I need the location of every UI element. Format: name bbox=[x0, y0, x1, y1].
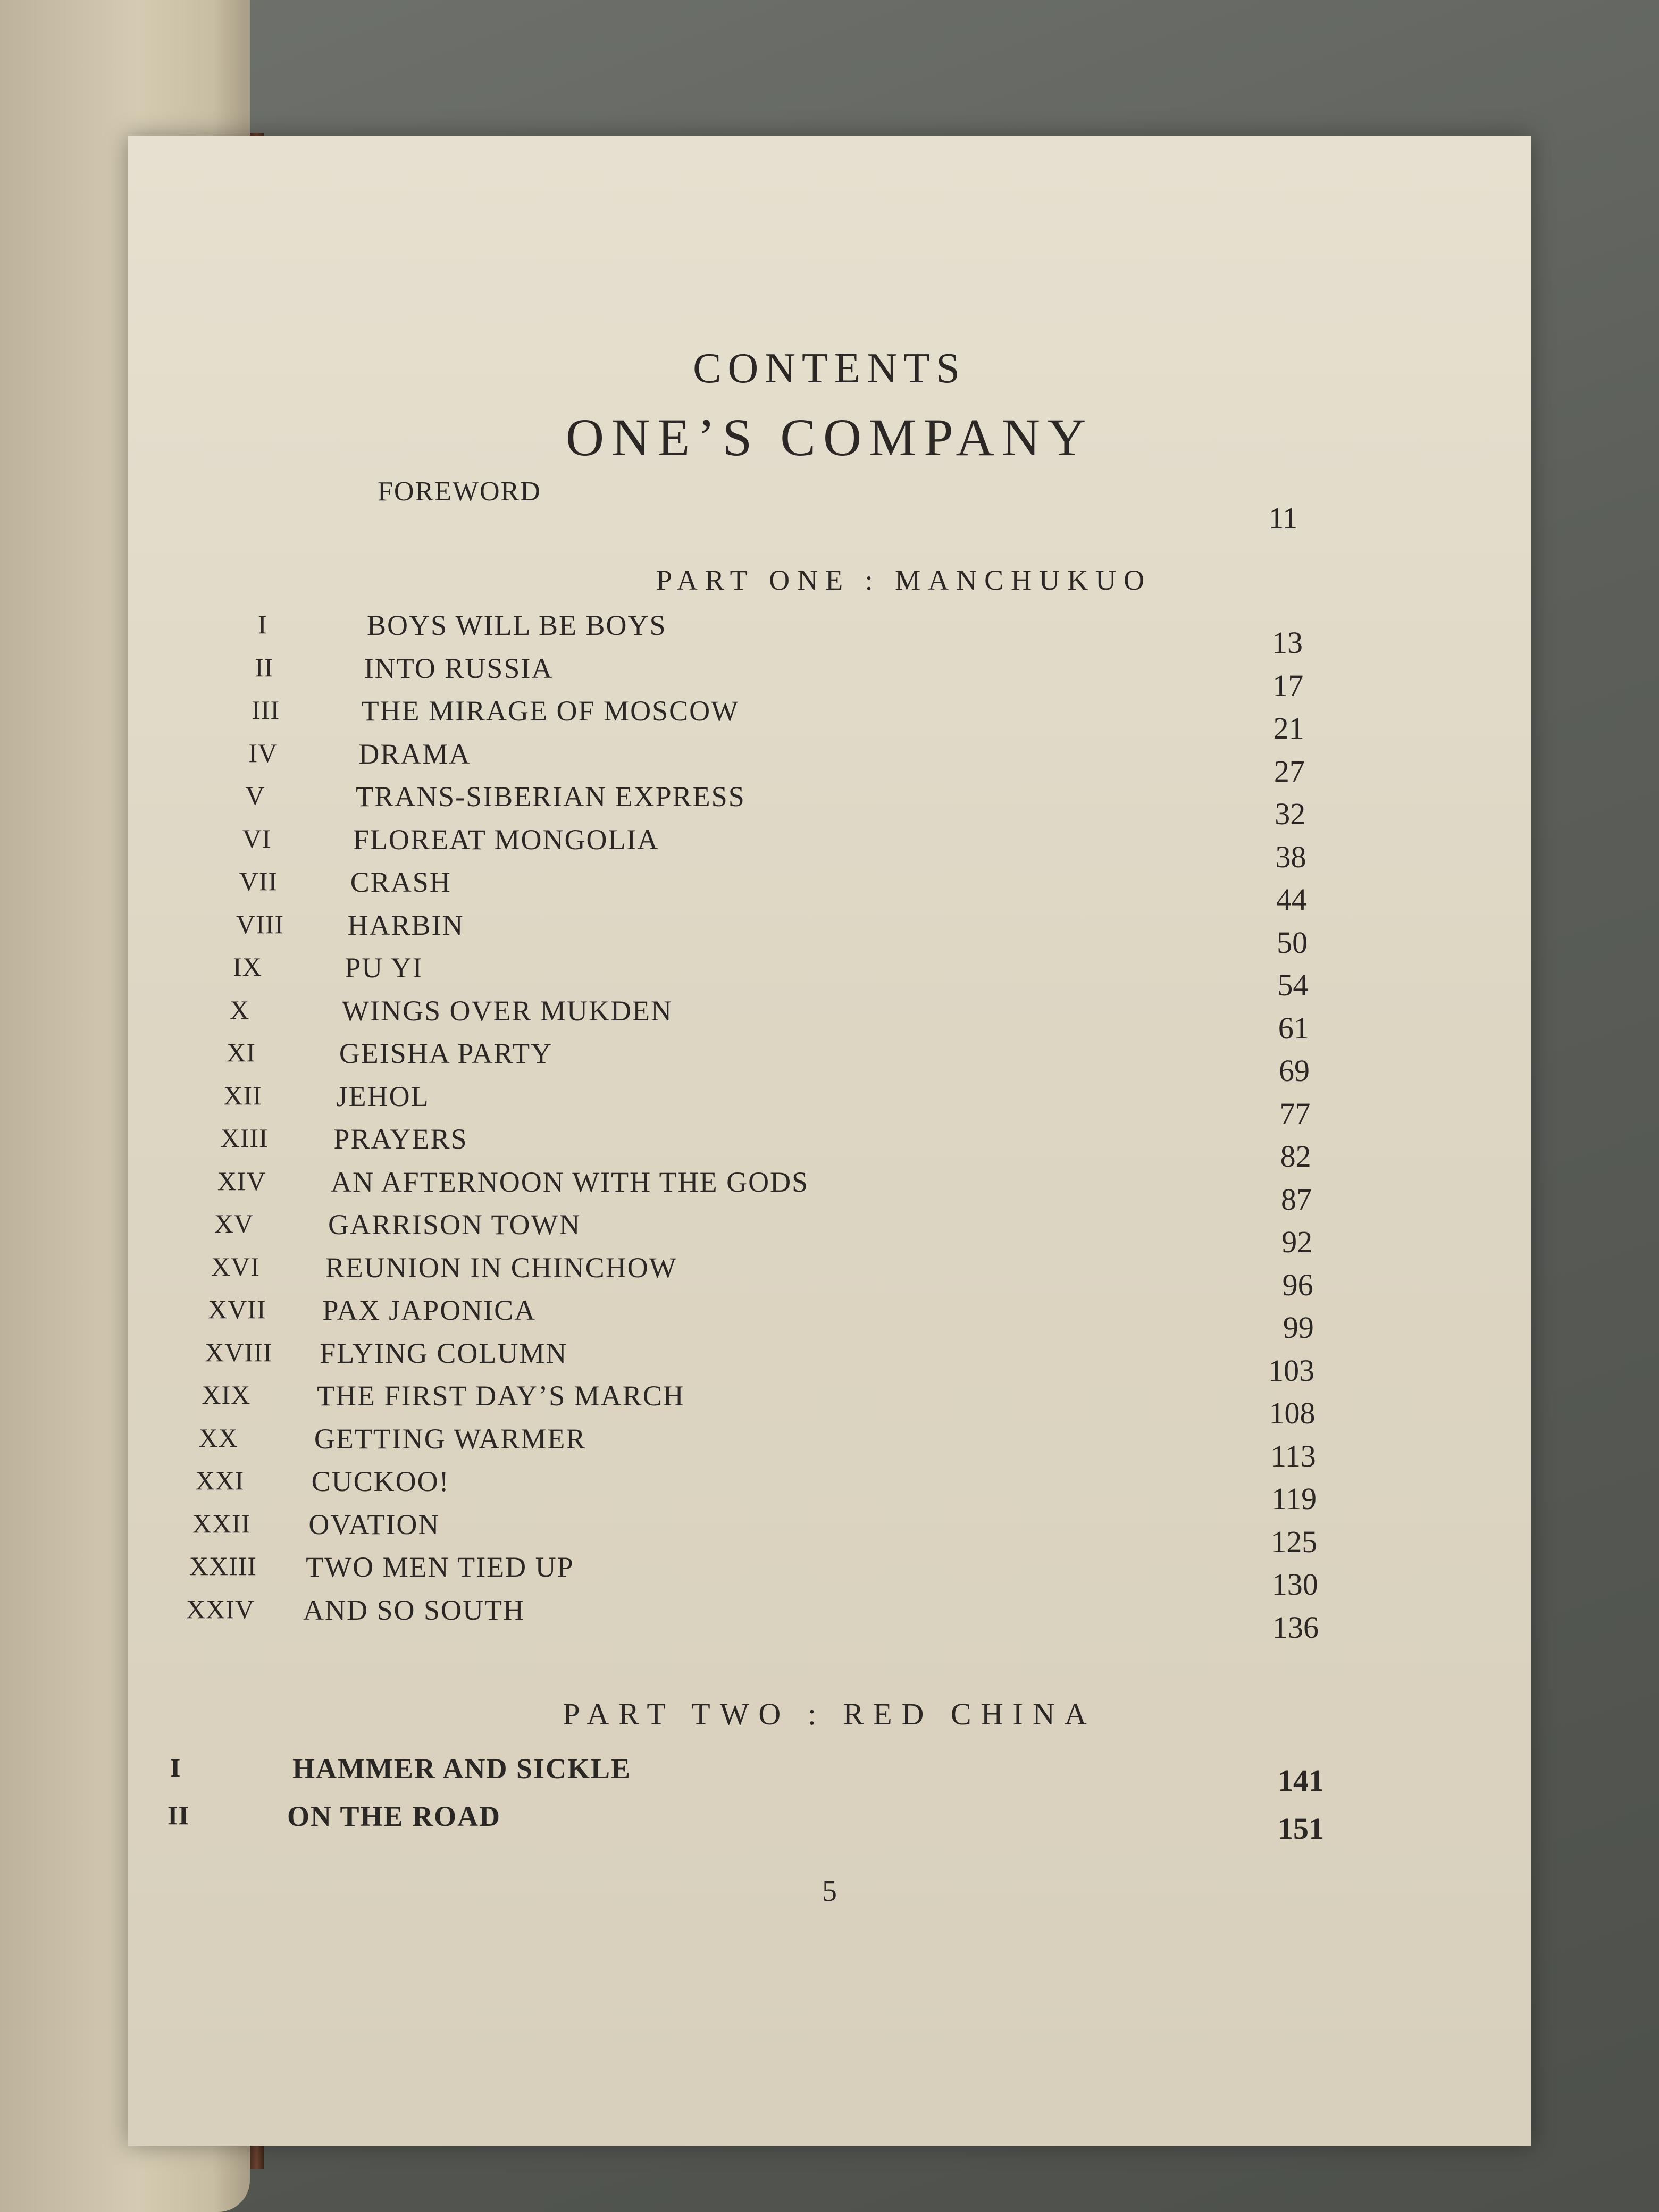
chapter-page-number: 119 bbox=[1271, 1481, 1317, 1516]
chapter-number: VI bbox=[242, 823, 272, 853]
toc-row bbox=[128, 1508, 1531, 1559]
chapter-page-number: 38 bbox=[1275, 839, 1306, 874]
toc-row bbox=[128, 1208, 1531, 1259]
toc-row bbox=[128, 1551, 1531, 1602]
toc-row bbox=[128, 609, 1531, 660]
toc-row bbox=[128, 1037, 1531, 1088]
chapter-title: PAX JAPONICA bbox=[322, 1294, 537, 1326]
chapter-number: I bbox=[170, 1753, 181, 1782]
page-folio: 5 bbox=[822, 1875, 837, 1908]
chapter-title: THE FIRST DAY’S MARCH bbox=[317, 1380, 685, 1412]
toc-row bbox=[128, 1752, 1531, 1798]
chapter-number: XX bbox=[198, 1422, 238, 1453]
chapter-number: X bbox=[230, 994, 250, 1025]
chapter-title: TRANS-SIBERIAN EXPRESS bbox=[356, 781, 745, 812]
chapter-page-number: 87 bbox=[1280, 1182, 1312, 1217]
chapter-page-number: 50 bbox=[1277, 925, 1308, 960]
toc-row bbox=[128, 866, 1531, 917]
chapter-page-number: 82 bbox=[1280, 1139, 1311, 1174]
chapter-number: VIII bbox=[236, 909, 284, 939]
chapter-title: PU YI bbox=[345, 952, 423, 984]
toc-row bbox=[128, 1337, 1531, 1388]
chapter-number: V bbox=[245, 781, 265, 810]
toc-row bbox=[128, 951, 1531, 1002]
chapter-title: FLOREAT MONGOLIA bbox=[353, 823, 659, 856]
chapter-title: AND SO SOUTH bbox=[303, 1594, 525, 1626]
toc-row bbox=[128, 823, 1531, 874]
toc-row bbox=[128, 909, 1531, 960]
chapter-page-number: 17 bbox=[1272, 668, 1304, 703]
chapter-number: XXIII bbox=[189, 1551, 257, 1581]
chapter-page-number: 44 bbox=[1276, 882, 1307, 917]
chapter-number: XVII bbox=[208, 1294, 266, 1324]
toc-row bbox=[128, 694, 1531, 745]
chapter-page-number: 113 bbox=[1270, 1438, 1316, 1473]
toc-row bbox=[128, 652, 1531, 703]
chapter-number: III bbox=[252, 695, 280, 725]
chapter-number: XVI bbox=[211, 1251, 260, 1281]
chapter-page-number: 61 bbox=[1278, 1010, 1309, 1045]
chapter-page-number: 13 bbox=[1272, 625, 1303, 660]
chapter-title: INTO RUSSIA bbox=[364, 652, 554, 684]
chapter-page-number: 108 bbox=[1269, 1396, 1316, 1430]
toc-row bbox=[128, 1422, 1531, 1473]
chapter-page-number: 92 bbox=[1281, 1225, 1313, 1259]
chapter-page-number: 32 bbox=[1275, 797, 1306, 831]
chapter-title: THE MIRAGE OF MOSCOW bbox=[361, 695, 740, 727]
chapter-title: JEHOL bbox=[336, 1080, 430, 1112]
chapter-title: HAMMER AND SICKLE bbox=[292, 1753, 632, 1784]
chapter-number: XV bbox=[214, 1209, 254, 1238]
chapter-page-number: 54 bbox=[1277, 968, 1309, 1002]
chapter-page-number: 130 bbox=[1271, 1567, 1318, 1602]
part-one-heading: PART ONE : MANCHUKUO bbox=[656, 564, 1152, 596]
chapter-title: WINGS OVER MUKDEN bbox=[342, 994, 673, 1027]
chapter-number: XI bbox=[227, 1037, 256, 1067]
chapter-number: IX bbox=[233, 952, 262, 982]
toc-row bbox=[128, 1800, 1531, 1846]
chapter-title: BOYS WILL BE BOYS bbox=[367, 609, 667, 641]
chapter-number: XIX bbox=[202, 1380, 251, 1410]
toc-row bbox=[128, 780, 1531, 831]
toc-row bbox=[128, 1080, 1531, 1131]
chapter-page-number: 136 bbox=[1272, 1610, 1319, 1645]
chapter-page-number: 99 bbox=[1283, 1310, 1314, 1345]
chapter-page-number: 69 bbox=[1279, 1053, 1310, 1088]
toc-row bbox=[128, 994, 1531, 1045]
chapter-number: II bbox=[167, 1800, 189, 1830]
toc-row bbox=[128, 738, 1531, 789]
chapter-number: II bbox=[255, 652, 274, 682]
chapter-number: XXII bbox=[192, 1508, 251, 1538]
chapter-number: VII bbox=[239, 866, 278, 896]
chapter-page-number: 151 bbox=[1278, 1811, 1324, 1846]
chapter-title: GETTING WARMER bbox=[314, 1422, 586, 1455]
chapter-title: ON THE ROAD bbox=[287, 1800, 501, 1832]
contents-heading: CONTENTS bbox=[693, 345, 966, 392]
chapter-title: OVATION bbox=[308, 1508, 440, 1540]
chapter-title: CRASH bbox=[350, 866, 451, 898]
chapter-page-number: 27 bbox=[1273, 753, 1305, 789]
chapter-number: XXI bbox=[195, 1465, 245, 1495]
chapter-title: CUCKOO! bbox=[311, 1465, 450, 1497]
chapter-number: XIII bbox=[220, 1123, 269, 1153]
chapter-title: FLYING COLUMN bbox=[320, 1337, 568, 1369]
chapter-title: HARBIN bbox=[347, 909, 464, 941]
toc-row bbox=[128, 1251, 1531, 1302]
chapter-number: IV bbox=[248, 738, 278, 768]
chapter-title: PRAYERS bbox=[333, 1123, 468, 1155]
chapter-page-number: 141 bbox=[1278, 1763, 1324, 1798]
chapter-title: AN AFTERNOON WITH THE GODS bbox=[331, 1166, 809, 1198]
foreword-page-number: 11 bbox=[1269, 502, 1297, 535]
toc-row bbox=[128, 1294, 1531, 1345]
chapter-title: REUNION IN CHINCHOW bbox=[325, 1251, 677, 1284]
part-two-heading: PART TWO : RED CHINA bbox=[563, 1697, 1096, 1731]
chapter-number: XXIV bbox=[186, 1594, 255, 1624]
chapter-number: XII bbox=[223, 1080, 262, 1110]
chapter-page-number: 77 bbox=[1279, 1096, 1311, 1131]
toc-row bbox=[128, 1594, 1531, 1645]
contents-page bbox=[128, 136, 1531, 2146]
toc-row bbox=[128, 1122, 1531, 1174]
chapter-page-number: 96 bbox=[1282, 1267, 1313, 1302]
chapter-number: XIV bbox=[217, 1166, 266, 1196]
chapter-title: GARRISON TOWN bbox=[328, 1209, 581, 1241]
chapter-number: I bbox=[258, 609, 267, 639]
chapter-page-number: 103 bbox=[1268, 1353, 1315, 1388]
toc-row bbox=[128, 1379, 1531, 1430]
toc-row bbox=[128, 1465, 1531, 1516]
book-title: ONE’S COMPANY bbox=[565, 408, 1094, 467]
chapter-title: GEISHA PARTY bbox=[339, 1037, 553, 1069]
chapter-page-number: 21 bbox=[1273, 711, 1304, 745]
chapter-title: DRAMA bbox=[358, 738, 471, 770]
toc-row bbox=[128, 1166, 1531, 1217]
chapter-page-number: 125 bbox=[1271, 1524, 1318, 1559]
chapter-title: TWO MEN TIED UP bbox=[306, 1551, 574, 1583]
foreword-label: FOREWORD bbox=[378, 476, 541, 507]
chapter-number: XVIII bbox=[205, 1337, 273, 1367]
